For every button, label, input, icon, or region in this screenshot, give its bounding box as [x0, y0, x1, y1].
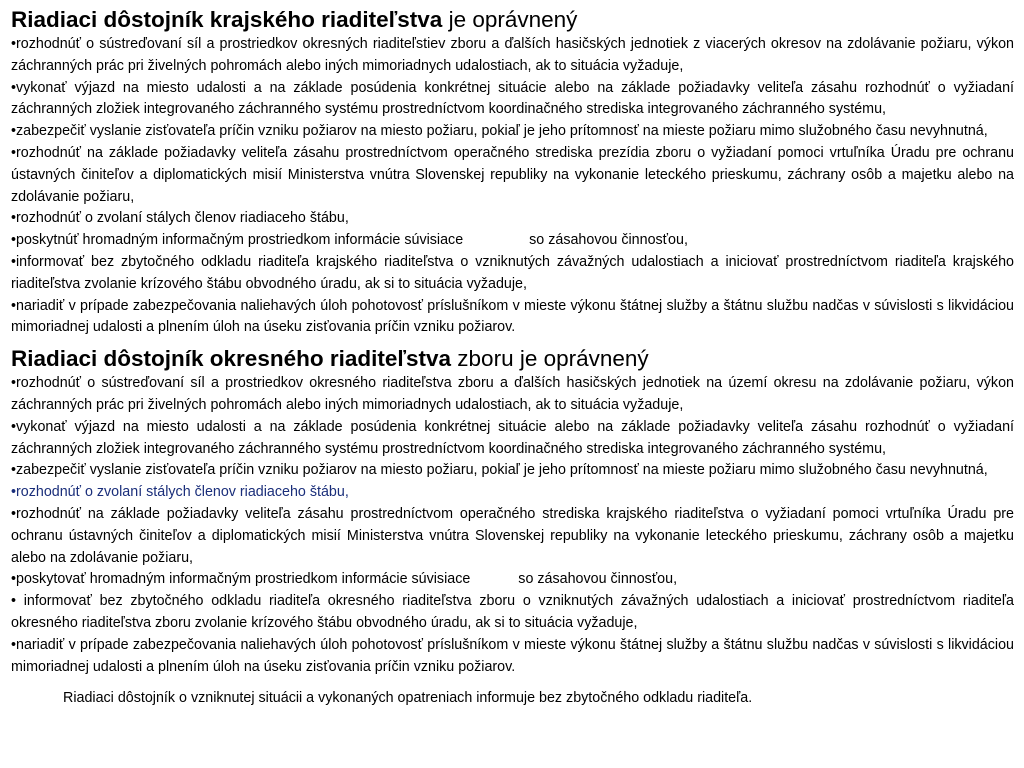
list-item: •zabezpečiť vyslanie zisťovateľa príčin vzniku požiarov na miesto požiaru, pokiaľ je jeho prítomnosť na mieste požiaru mimo služobného času nevyhnutná, [11, 462, 988, 479]
list-item-split [11, 569, 1014, 591]
list-item-highlighted: •rozhodnúť o zvolaní stálych členov riadiaceho štábu, [11, 484, 349, 501]
list-krajske [11, 34, 1014, 339]
list-item: •rozhodnúť o sústreďovaní síl a prostriedkov okresných riaditeľstiev zboru a ďalších hasičských jednotiek z viacerých okresov na zdolávanie požiaru, výkon záchranných prác pri živelných pohromách alebo iných mimoriadnych udalostiach, ak to situácia vyžaduje, [11, 36, 1014, 74]
footnote: Riadiaci dôstojník o vzniknutej situácii a vykonaných opatreniach informuje bez zbytočného odkladu riaditeľa. [63, 690, 753, 707]
list-item: • informovať bez zbytočného odkladu riaditeľa okresného riaditeľstva zboru o vzniknutých závažných udalostiach a iniciovať prostredníctvom riaditeľa okresného riaditeľstva zboru zvolanie krízového štábu obvodného úradu, ak si to situácia vyžaduje, [11, 593, 1014, 631]
list-item: •rozhodnúť o zvolaní stálych členov riadiaceho štábu, [11, 210, 349, 227]
split-before: •poskytovať hromadným informačným prostriedkom informácie súvisiace [11, 571, 471, 588]
list-item: •nariadiť v prípade zabezpečovania naliehavých úloh pohotovosť príslušníkom v mieste výkonu štátnej služby a štátnu službu nadčas v súvislosti s likvidáciou mimoriadnej udalosti a plnením úloh na úseku zisťovania príčin vzniku požiarov. [11, 636, 1014, 675]
section-title-okresne [11, 345, 1014, 373]
list-item: •vykonať výjazd na miesto udalosti a na základe posúdenia konkrétnej situácie alebo na základe požiadavky veliteľa zásahu rozhodnúť o vyžiadaní záchranných zložiek integrovaného záchranného systému prostredníctvom koordinačného strediska integrovaného záchranného systému, [11, 418, 1014, 457]
split-after: so zásahovou činnosťou, [529, 232, 688, 249]
list-item: •vykonať výjazd na miesto udalosti a na základe posúdenia konkrétnej situácie alebo na základe požiadavky veliteľa zásahu rozhodnúť o vyžiadaní záchranných zložiek integrovaného záchranného systému prostredníctvom koordinačného strediska integrovaného záchranného systému, [11, 79, 1014, 118]
split-after: so zásahovou činnosťou, [518, 571, 678, 588]
list-okresne [11, 373, 1014, 678]
section-title-bold: Riadiaci dôstojník okresného riaditeľstva [11, 346, 452, 372]
list-item: •rozhodnúť o sústreďovaní síl a prostriedkov okresného riaditeľstva zboru a ďalších hasičských jednotiek na území okresu na zdolávanie požiaru, výkon záchranných prác pri živelných pohromách alebo iných mimoriadnych udalostiach, ak to situácia vyžaduje, [11, 375, 1014, 413]
section-title-rest: je oprávnený [442, 7, 578, 32]
list-item: •zabezpečiť vyslanie zisťovateľa príčin vzniku požiarov na miesto požiaru, pokiaľ je jeho prítomnosť na mieste požiaru mimo služobného času nevyhnutná, [11, 123, 988, 140]
list-item-split [11, 230, 1014, 252]
section-title-krajske [11, 6, 1014, 34]
list-item: •rozhodnúť na základe požiadavky veliteľa zásahu prostredníctvom operačného strediska prezídia zboru o vyžiadaní pomoci vrtuľníka Úradu pre ochranu ústavných činiteľov a diplomatických misií Ministerstva vnútra Slovenskej republiky na vykonanie leteckého prieskumu, záchrany osôb a majetku alebo na zdolávanie požiaru, [11, 144, 1014, 205]
section-title-bold: Riadiaci dôstojník krajského riaditeľstva [11, 7, 443, 32]
list-item: •informovať bez zbytočného odkladu riaditeľa krajského riaditeľstva o vzniknutých závažných udalostiach a iniciovať prostredníctvom riaditeľa krajského riaditeľstva zvolanie krízového štábu obvodného úradu, ak si to situácia vyžaduje, [11, 253, 1014, 292]
split-before: •poskytnúť hromadným informačným prostriedkom informácie súvisiace [11, 232, 464, 249]
section-title-rest: zboru je oprávnený [451, 346, 649, 372]
list-item: •rozhodnúť na základe požiadavky veliteľa zásahu prostredníctvom operačného strediska krajského riaditeľstva o vyžiadaní pomoci vrtuľníka Úradu pre ochranu ústavných činiteľov a diplomatických misií Ministerstva vnútra Slovenskej republiky na vykonanie leteckého prieskumu, záchrany osôb a majetku alebo na zdolávanie požiaru, [11, 505, 1014, 566]
list-item: •nariadiť v prípade zabezpečovania naliehavých úloh pohotovosť príslušníkom v mieste výkonu štátnej služby a štátnu službu nadčas v súvislosti s likvidáciou mimoriadnej udalosti a plnením úloh na úseku zisťovania príčin vzniku požiarov. [11, 297, 1014, 336]
